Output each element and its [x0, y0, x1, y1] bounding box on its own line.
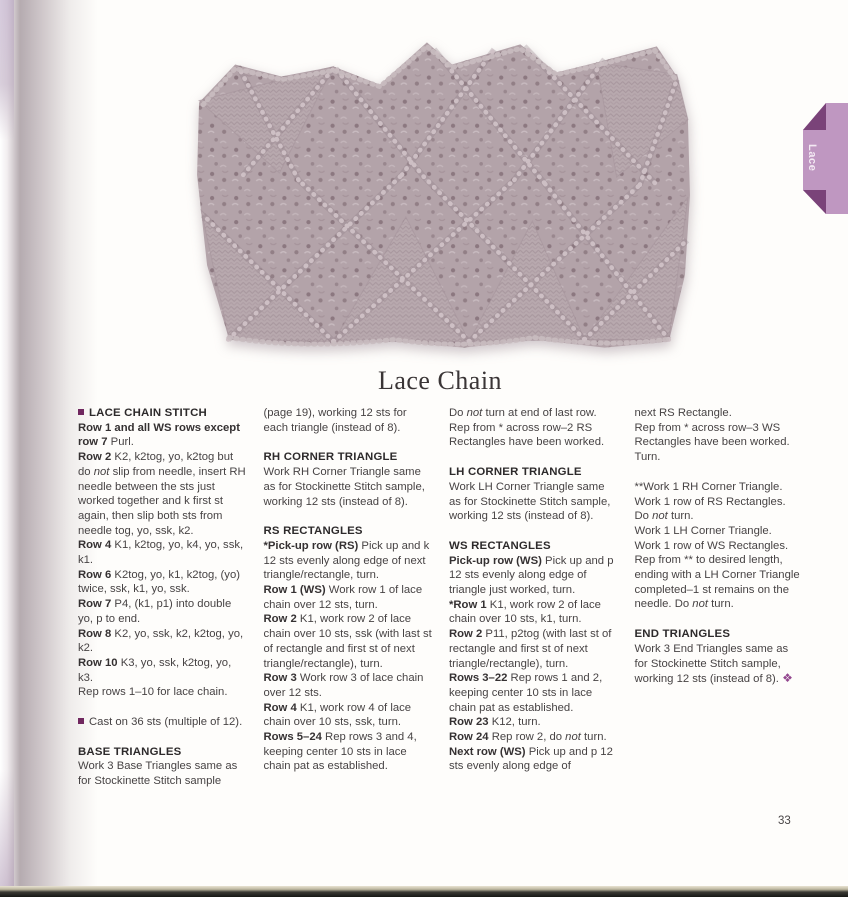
text-run: Work 1 row of RS Rectangles. — [634, 495, 786, 508]
section-heading: RS RECTANGLES — [263, 525, 363, 538]
text-run: Work LH Corner Triangle same as for Stockinette Stitch sample, working 12 sts (instead of 8). — [449, 480, 611, 523]
flower-dingbat-icon: ❖ — [782, 671, 793, 686]
tab-fold-bottom — [803, 190, 826, 214]
text-run: Row 8 — [78, 627, 112, 640]
section-heading: WS RECTANGLES — [449, 539, 551, 552]
text-run: K2, k2tog, yo, k2tog but do — [78, 451, 234, 478]
instruction-text — [264, 406, 434, 435]
instruction-text — [635, 406, 805, 421]
instruction-text — [264, 701, 434, 730]
text-run: next RS Rectangle. — [634, 407, 732, 419]
text-run: not — [466, 407, 483, 419]
text-run: Row 24 — [449, 731, 489, 744]
instruction-text — [264, 539, 434, 583]
text-run: Work row 1 of lace chain over 12 sts, turn. — [263, 584, 423, 611]
text-run: Rows 5–24 — [263, 731, 322, 744]
text-run: *Row 1 — [449, 598, 487, 611]
instruction-text — [264, 612, 434, 671]
text-run: Work 3 Base Triangles same as for Stockinette Stitch sample — [78, 760, 238, 788]
instruction-text — [635, 539, 805, 554]
text-run: not — [692, 598, 708, 611]
text-run: K1, work row 4 of lace chain over 10 sts, ssk, turn. — [263, 701, 412, 729]
text-run: Work 1 LH Corner Triangle. — [634, 524, 772, 537]
text-run: Cast on 36 sts (multiple of 12). — [89, 716, 243, 729]
text-run: Rep rows 1–10 for lace chain. — [78, 686, 228, 699]
text-run: turn at end of last row. Rep from * across row–2 RS Rectangles have been worked. — [449, 407, 605, 449]
instruction-text — [78, 656, 248, 685]
text-run: Row 7 — [78, 598, 112, 611]
text-run: Row 2 — [449, 628, 483, 641]
section-heading: LH CORNER TRIANGLE — [449, 466, 582, 479]
text-run: Row 1 (WS) — [263, 584, 326, 597]
text-run: P11, p2tog (with last st of rectangle and first st of next triangle/rectangle), turn. — [449, 628, 612, 670]
instruction-text — [635, 421, 805, 465]
text-run: Work RH Corner Triangle same as for Stockinette Stitch sample, working 12 sts (instead of 8). — [263, 466, 425, 508]
text-run: Work 3 End Triangles same as for Stockinette Stitch sample, working 12 sts (instead of 8). — [634, 642, 789, 686]
section-heading: RH CORNER TRIANGLE — [263, 451, 398, 464]
text-run: slip from needle, insert RH needle between the sts just worked together and k first st again, then slip both sts from needle tog, yo, ssk, k2. — [78, 465, 246, 537]
instruction-text — [449, 730, 619, 745]
instruction-text — [635, 495, 805, 510]
swatch-photo — [183, 24, 705, 368]
tab-fold-top — [803, 103, 826, 130]
instructions-column-1 — [78, 406, 248, 789]
text-run: Rep rows 1 and 2, keeping center 10 sts in lace chain pat as established. — [449, 672, 603, 714]
instruction-text — [635, 524, 805, 539]
text-run: Rows 3–22 — [449, 672, 508, 685]
instruction-text — [635, 509, 805, 524]
instruction-text — [264, 671, 434, 700]
text-run: not — [565, 731, 581, 744]
text-run: Row 23 — [449, 716, 489, 729]
instruction-text — [78, 568, 248, 597]
instruction-text — [449, 745, 619, 774]
instruction-text — [449, 480, 619, 524]
page-number: 33 — [778, 815, 791, 827]
text-run: turn. — [580, 731, 607, 744]
instruction-text — [78, 685, 248, 700]
instruction-text — [449, 554, 619, 598]
section-heading: LACE CHAIN STITCH — [78, 406, 248, 421]
instruction-text — [78, 627, 248, 656]
text-run: K1, k2tog, yo, k4, yo, ssk, k1. — [78, 539, 244, 567]
book-bottom-edge — [0, 886, 848, 897]
instruction-text — [635, 480, 805, 495]
instruction-text — [449, 671, 619, 715]
instruction-text — [78, 759, 248, 788]
instruction-text — [78, 715, 248, 730]
text-run: Rep rows 3 and 4, keeping center 10 sts in lace chain pat as established. — [263, 731, 417, 773]
text-run: K12, turn. — [488, 716, 541, 729]
instruction-text — [635, 553, 805, 612]
text-run: Rep from ** to desired length, ending with a LH Corner Triangle completed–1 st remains on the needle. Do — [634, 554, 800, 611]
instructions — [78, 406, 804, 789]
text-run: K3, yo, ssk, k2tog, yo, k3. — [78, 656, 232, 684]
text-run: Row 4 — [78, 539, 112, 552]
section-tab-lace — [800, 97, 848, 220]
text-run: K2tog, yo, k1, k2tog, (yo) twice, ssk, k1, yo, ssk. — [78, 568, 241, 596]
text-run: **Work 1 RH Corner Triangle. — [634, 480, 783, 493]
instruction-text — [78, 450, 248, 538]
instruction-text — [78, 597, 248, 626]
text-run: Row 1 and all WS rows except row 7 — [78, 421, 240, 449]
instruction-text — [264, 465, 434, 509]
text-run: Work 1 row of WS Rectangles. — [634, 539, 789, 552]
instruction-text — [449, 627, 619, 671]
text-run: Rep from * across row–3 WS Rectangles have been worked. Turn. — [634, 421, 790, 464]
instruction-text — [78, 421, 248, 450]
text-run: Purl. — [107, 436, 134, 449]
instructions-column-4 — [635, 406, 805, 687]
text-run: Next row (WS) — [449, 745, 526, 758]
text-run: P4, (k1, p1) into double yo, p to end. — [78, 598, 232, 625]
text-run: turn. — [708, 598, 734, 611]
square-bullet-icon — [78, 718, 84, 724]
instructions-column-3 — [449, 406, 619, 774]
instruction-text — [449, 406, 619, 450]
text-run: not — [93, 465, 110, 478]
text-run: Do — [634, 510, 653, 523]
text-run: K1, work row 2 of lace chain over 10 sts, ssk (with last st of rectangle and first st of next triangle/rectangle), turn. — [263, 613, 432, 670]
text-run: Row 6 — [78, 568, 112, 581]
text-run: *Pick-up row (RS) — [263, 539, 359, 552]
text-run: (page 19), working 12 sts for each triangle (instead of 8). — [263, 407, 407, 434]
text-run: Row 2 — [263, 613, 297, 626]
left-edge-purple-tint — [0, 0, 14, 140]
text-run: turn. — [667, 510, 694, 523]
instruction-text — [78, 538, 248, 567]
instruction-text — [264, 583, 434, 612]
section-heading: BASE TRIANGLES — [78, 745, 182, 758]
swatch-photo-illustration — [183, 24, 705, 368]
section-heading: END TRIANGLES — [634, 628, 731, 641]
text-run: Row 4 — [263, 701, 297, 714]
text-run: Do — [449, 407, 467, 419]
text-run: not — [652, 510, 668, 523]
instruction-text — [449, 598, 619, 627]
text-run: Row 10 — [78, 656, 118, 669]
instructions-column-2 — [264, 406, 434, 774]
text-run: Pick up and p 12 sts evenly along edge of triangle just worked, turn. — [449, 554, 614, 597]
text-run: Pick up and k 12 sts evenly along edge of next triangle/rectangle, turn. — [263, 539, 430, 582]
text-run: Pick up and p 12 sts evenly along edge of — [449, 745, 613, 773]
text-run: Pick-up row (WS) — [449, 554, 542, 567]
text-run: Row 2 — [78, 451, 112, 464]
text-run: Rep row 2, do — [488, 731, 566, 744]
text-run: K2, yo, ssk, k2, k2tog, yo, k2. — [78, 627, 244, 655]
text-run: K1, work row 2 of lace chain over 10 sts, k1, turn. — [449, 598, 601, 626]
instruction-text — [449, 715, 619, 730]
instruction-text — [264, 730, 434, 774]
square-bullet-icon — [78, 409, 84, 415]
text-run: Work row 3 of lace chain over 12 sts. — [263, 672, 424, 699]
page-title: Lace Chain — [377, 366, 503, 395]
left-edge-purple-tint-bottom — [0, 769, 14, 889]
instruction-text — [635, 642, 805, 687]
text-run: Row 3 — [263, 672, 297, 685]
tab-label: Lace — [806, 144, 818, 172]
